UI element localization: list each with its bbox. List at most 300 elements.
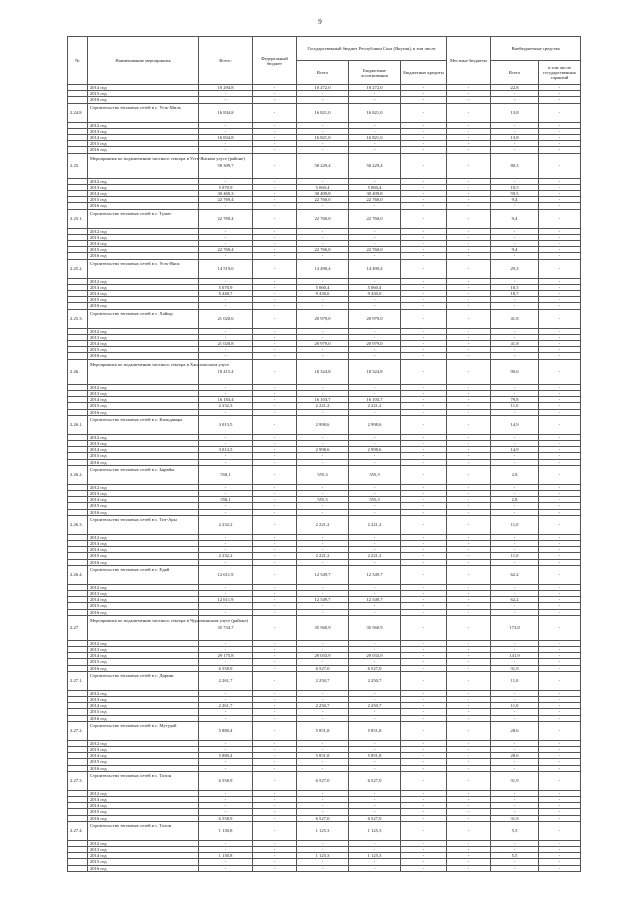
cell-extra-total: -: [491, 540, 539, 546]
cell-extra-total: -: [491, 509, 539, 515]
cell-federal: -: [253, 840, 297, 846]
cell-extra-state: -: [539, 447, 581, 453]
cell-state-total: -: [297, 584, 349, 590]
cell-state-total: -: [297, 128, 349, 134]
row-year: 2012 год: [88, 434, 199, 440]
cell-extra-state: -: [539, 153, 581, 178]
cell-total: -: [199, 696, 253, 702]
cell-extra-total: -: [491, 534, 539, 540]
cell-total: -: [199, 797, 253, 803]
cell-state-total: -: [297, 696, 349, 702]
cell-federal: -: [253, 597, 297, 603]
cell-local: -: [447, 465, 491, 484]
row-year: 2012 год: [88, 840, 199, 846]
cell-total: 6 558,9: [199, 815, 253, 821]
table-row-project: [68, 209, 581, 228]
cell-local: -: [447, 765, 491, 771]
cell-state-total: 22 760,0: [297, 209, 349, 228]
cell-federal: -: [253, 671, 297, 690]
cell-extra-state: -: [539, 228, 581, 234]
cell-total: -: [199, 865, 253, 871]
row-year: 2016 год: [88, 203, 199, 209]
cell-extra-state: -: [539, 291, 581, 297]
cell-local: -: [447, 403, 491, 409]
cell-local: -: [447, 840, 491, 846]
cell-federal: -: [253, 103, 297, 122]
cell-state-total: -: [297, 334, 349, 340]
cell-extra-state: -: [539, 209, 581, 228]
table-row-measure: [68, 359, 581, 384]
cell-state-total: 2 250,7: [297, 703, 349, 709]
cell-local: -: [447, 540, 491, 546]
cell-state-funds: 5 851,8: [349, 753, 401, 759]
cell-federal: -: [253, 790, 297, 796]
cell-state-total: -: [297, 241, 349, 247]
cell-extra-state: -: [539, 753, 581, 759]
cell-federal: -: [253, 547, 297, 553]
cell-total: 2 232,2: [199, 515, 253, 534]
cell-state-credits: -: [401, 597, 447, 603]
cell-total: 558,1: [199, 465, 253, 484]
cell-total: 12 611,9: [199, 565, 253, 584]
cell-federal: -: [253, 328, 297, 334]
cell-federal: -: [253, 228, 297, 234]
cell-total: 35 734,7: [199, 615, 253, 640]
cell-total: -: [199, 547, 253, 553]
cell-total: -: [199, 141, 253, 147]
cell-state-credits: -: [401, 347, 447, 353]
cell-local: -: [447, 397, 491, 403]
row-year: 2012 год: [88, 640, 199, 646]
row-year: 2012 год: [88, 584, 199, 590]
cell-extra-total: 41,8: [491, 309, 539, 328]
cell-extra-total: 80,3: [491, 153, 539, 178]
cell-state-total: -: [297, 809, 349, 815]
cell-state-total: 555,3: [297, 465, 349, 484]
cell-local: -: [447, 434, 491, 440]
row-code: 2.25.3.: [68, 309, 88, 328]
cell-state-credits: -: [401, 409, 447, 415]
cell-extra-state: -: [539, 415, 581, 434]
cell-total: -: [199, 765, 253, 771]
cell-local: -: [447, 759, 491, 765]
cell-state-funds: 2 221,2: [349, 403, 401, 409]
row-name: Строительство тепловых сетей в с. Усть-Миль: [88, 103, 199, 122]
cell-state-funds: -: [349, 203, 401, 209]
cell-extra-total: -: [491, 178, 539, 184]
cell-state-credits: -: [401, 453, 447, 459]
cell-total: 14 519,6: [199, 259, 253, 278]
cell-local: -: [447, 309, 491, 328]
cell-extra-state: -: [539, 141, 581, 147]
cell-extra-state: -: [539, 259, 581, 278]
cell-federal: -: [253, 278, 297, 284]
cell-total: -: [199, 147, 253, 153]
cell-local: -: [447, 91, 491, 97]
cell-extra-total: -: [491, 409, 539, 415]
cell-federal: -: [253, 847, 297, 853]
cell-state-total: -: [297, 434, 349, 440]
cell-state-funds: -: [349, 540, 401, 546]
cell-federal: -: [253, 403, 297, 409]
cell-state-funds: 2 250,7: [349, 671, 401, 690]
cell-state-total: -: [297, 534, 349, 540]
cell-local: -: [447, 334, 491, 340]
cell-extra-state: -: [539, 103, 581, 122]
cell-extra-total: -: [491, 490, 539, 496]
cell-state-funds: -: [349, 303, 401, 309]
cell-local: -: [447, 247, 491, 253]
cell-federal: -: [253, 646, 297, 652]
cell-total: 16 183,4: [199, 397, 253, 403]
cell-state-credits: -: [401, 128, 447, 134]
row-code: 2.27.2.: [68, 721, 88, 740]
cell-extra-state: -: [539, 815, 581, 821]
cell-federal: -: [253, 821, 297, 840]
row-year: 2014 год: [88, 497, 199, 503]
cell-total: -: [199, 503, 253, 509]
row-code: 2.26.4.: [68, 565, 88, 584]
cell-extra-total: -: [491, 347, 539, 353]
cell-state-total: 20 979,0: [297, 341, 349, 347]
cell-federal: -: [253, 191, 297, 197]
cell-federal: -: [253, 759, 297, 765]
cell-state-total: 12 549,7: [297, 565, 349, 584]
cell-extra-total: -: [491, 434, 539, 440]
cell-extra-state: -: [539, 490, 581, 496]
cell-total: -: [199, 228, 253, 234]
cell-state-total: 16 821,0: [297, 135, 349, 141]
row-year: 2013 год: [88, 540, 199, 546]
cell-state-funds: 1 125,3: [349, 821, 401, 840]
cell-federal: -: [253, 509, 297, 515]
cell-extra-total: -: [491, 740, 539, 746]
cell-state-funds: -: [349, 353, 401, 359]
cell-federal: -: [253, 771, 297, 790]
cell-extra-state: -: [539, 615, 581, 640]
cell-state-funds: -: [349, 659, 401, 665]
cell-federal: -: [253, 440, 297, 446]
cell-extra-total: -: [491, 128, 539, 134]
row-year: 2016 год: [88, 765, 199, 771]
cell-total: 5 880,4: [199, 753, 253, 759]
row-name: Строительство тепловых сетей в с. Хайыр: [88, 309, 199, 328]
cell-total: 2 232,2: [199, 553, 253, 559]
cell-state-credits: -: [401, 759, 447, 765]
cell-extra-total: 18,7: [491, 291, 539, 297]
row-name: Строительство тепловых сетей в с. Усть-Янск: [88, 259, 199, 278]
cell-extra-state: -: [539, 765, 581, 771]
cell-state-funds: 16 821,0: [349, 135, 401, 141]
cell-local: -: [447, 747, 491, 753]
cell-extra-state: -: [539, 603, 581, 609]
cell-extra-state: -: [539, 821, 581, 840]
cell-state-funds: -: [349, 747, 401, 753]
row-year: 2014 год: [88, 85, 199, 91]
cell-state-total: -: [297, 203, 349, 209]
cell-state-funds: -: [349, 646, 401, 652]
cell-extra-total: 5,5: [491, 853, 539, 859]
cell-local: -: [447, 209, 491, 228]
row-year: 2013 год: [88, 490, 199, 496]
cell-extra-total: -: [491, 790, 539, 796]
cell-state-funds: 555,3: [349, 465, 401, 484]
cell-state-funds: -: [349, 559, 401, 565]
cell-extra-state: -: [539, 409, 581, 415]
cell-local: -: [447, 865, 491, 871]
cell-state-total: -: [297, 603, 349, 609]
cell-total: -: [199, 803, 253, 809]
row-year: 2013 год: [88, 440, 199, 446]
cell-state-credits: -: [401, 565, 447, 584]
cell-total: -: [199, 253, 253, 259]
table-row-project: [68, 721, 581, 740]
cell-state-funds: 2 998,6: [349, 447, 401, 453]
cell-extra-total: -: [491, 390, 539, 396]
cell-state-total: -: [297, 790, 349, 796]
cell-state-funds: -: [349, 241, 401, 247]
cell-state-funds: -: [349, 847, 401, 853]
row-code: 2.25.1.: [68, 209, 88, 228]
cell-state-funds: -: [349, 603, 401, 609]
cell-extra-total: 11,0: [491, 553, 539, 559]
cell-local: -: [447, 809, 491, 815]
cell-federal: -: [253, 309, 297, 328]
cell-state-credits: -: [401, 241, 447, 247]
cell-state-credits: -: [401, 671, 447, 690]
cell-federal: -: [253, 640, 297, 646]
cell-local: -: [447, 847, 491, 853]
cell-total: 29 175,8: [199, 653, 253, 659]
cell-state-funds: 20 979,0: [349, 309, 401, 328]
cell-extra-total: 173,8: [491, 615, 539, 640]
row-year: 2016 год: [88, 409, 199, 415]
cell-state-total: 16 821,0: [297, 103, 349, 122]
cell-federal: -: [253, 203, 297, 209]
row-year: 2015 год: [88, 403, 199, 409]
cell-state-funds: 20 979,0: [349, 341, 401, 347]
row-year: 2016 год: [88, 715, 199, 721]
cell-state-credits: -: [401, 847, 447, 853]
cell-federal: -: [253, 503, 297, 509]
cell-state-credits: -: [401, 503, 447, 509]
cell-extra-state: -: [539, 403, 581, 409]
cell-local: -: [447, 85, 491, 91]
cell-total: -: [199, 278, 253, 284]
cell-federal: -: [253, 184, 297, 190]
cell-extra-state: -: [539, 147, 581, 153]
cell-extra-state: -: [539, 803, 581, 809]
cell-extra-state: -: [539, 859, 581, 865]
cell-state-total: 12 549,7: [297, 597, 349, 603]
cell-local: -: [447, 297, 491, 303]
cell-extra-state: -: [539, 247, 581, 253]
cell-state-credits: -: [401, 291, 447, 297]
table-row-project: [68, 671, 581, 690]
cell-state-funds: -: [349, 128, 401, 134]
cell-state-total: 29 033,9: [297, 653, 349, 659]
cell-extra-state: -: [539, 590, 581, 596]
row-year: 2016 год: [88, 665, 199, 671]
cell-extra-total: -: [491, 91, 539, 97]
cell-local: -: [447, 284, 491, 290]
cell-state-total: -: [297, 865, 349, 871]
cell-state-credits: -: [401, 721, 447, 740]
row-year: 2013 год: [88, 284, 199, 290]
cell-local: -: [447, 103, 491, 122]
header-no: №: [68, 37, 88, 85]
cell-state-credits: -: [401, 253, 447, 259]
cell-state-funds: 18 324,8: [349, 359, 401, 384]
cell-total: 12 611,9: [199, 597, 253, 603]
cell-state-total: 5 060,4: [297, 184, 349, 190]
cell-extra-state: -: [539, 809, 581, 815]
cell-state-credits: -: [401, 341, 447, 347]
cell-federal: -: [253, 334, 297, 340]
cell-federal: -: [253, 153, 297, 178]
cell-total: -: [199, 490, 253, 496]
cell-extra-state: -: [539, 459, 581, 465]
row-year: 2014 год: [88, 753, 199, 759]
cell-federal: -: [253, 353, 297, 359]
cell-extra-total: 31,9: [491, 815, 539, 821]
cell-state-funds: 5 060,4: [349, 284, 401, 290]
row-year: 2014 год: [88, 397, 199, 403]
cell-state-funds: -: [349, 759, 401, 765]
cell-state-credits: -: [401, 178, 447, 184]
cell-local: -: [447, 590, 491, 596]
cell-state-funds: -: [349, 97, 401, 103]
cell-state-funds: -: [349, 865, 401, 871]
cell-extra-total: -: [491, 715, 539, 721]
cell-state-credits: -: [401, 247, 447, 253]
cell-local: -: [447, 497, 491, 503]
cell-state-funds: -: [349, 409, 401, 415]
cell-total: -: [199, 709, 253, 715]
cell-extra-total: -: [491, 547, 539, 553]
cell-state-credits: -: [401, 709, 447, 715]
cell-local: -: [447, 534, 491, 540]
cell-federal: -: [253, 178, 297, 184]
cell-extra-state: -: [539, 434, 581, 440]
cell-local: -: [447, 659, 491, 665]
cell-local: -: [447, 615, 491, 640]
cell-federal: -: [253, 397, 297, 403]
row-year: 2015 год: [88, 709, 199, 715]
cell-extra-total: 11,0: [491, 515, 539, 534]
cell-total: -: [199, 128, 253, 134]
cell-state-total: 22 760,0: [297, 247, 349, 253]
cell-federal: -: [253, 709, 297, 715]
row-year: 2015 год: [88, 809, 199, 815]
cell-total: 58 309,7: [199, 153, 253, 178]
row-year: 2013 год: [88, 797, 199, 803]
cell-extra-state: -: [539, 547, 581, 553]
cell-total: -: [199, 646, 253, 652]
row-year: 2012 год: [88, 122, 199, 128]
cell-state-total: -: [297, 97, 349, 103]
cell-extra-state: -: [539, 559, 581, 565]
cell-state-credits: -: [401, 191, 447, 197]
row-year: 2014 год: [88, 597, 199, 603]
cell-local: -: [447, 353, 491, 359]
cell-extra-state: -: [539, 347, 581, 353]
cell-extra-state: -: [539, 85, 581, 91]
row-name: Мероприятия по подключению частного сектора в Чурапчинском улусе (районе): [88, 615, 199, 640]
row-year: 2012 год: [88, 384, 199, 390]
cell-local: -: [447, 696, 491, 702]
header-federal: Федеральный бюджет: [253, 37, 297, 85]
cell-state-funds: -: [349, 453, 401, 459]
cell-state-total: -: [297, 590, 349, 596]
cell-state-credits: -: [401, 553, 447, 559]
row-year: 2012 год: [88, 740, 199, 746]
cell-extra-state: -: [539, 297, 581, 303]
cell-federal: -: [253, 122, 297, 128]
cell-local: -: [447, 797, 491, 803]
row-year: 2012 год: [88, 534, 199, 540]
cell-total: 3 013,5: [199, 447, 253, 453]
cell-extra-state: -: [539, 284, 581, 290]
cell-local: -: [447, 640, 491, 646]
cell-total: -: [199, 609, 253, 615]
cell-extra-total: -: [491, 228, 539, 234]
cell-extra-state: -: [539, 253, 581, 259]
row-year: 2015 год: [88, 91, 199, 97]
cell-state-funds: 22 760,0: [349, 247, 401, 253]
cell-state-funds: 555,3: [349, 497, 401, 503]
cell-extra-state: -: [539, 715, 581, 721]
cell-extra-state: -: [539, 503, 581, 509]
cell-extra-total: -: [491, 328, 539, 334]
cell-local: -: [447, 259, 491, 278]
cell-local: -: [447, 490, 491, 496]
cell-local: -: [447, 709, 491, 715]
cell-total: 5 070,9: [199, 284, 253, 290]
cell-extra-state: -: [539, 696, 581, 702]
cell-federal: -: [253, 859, 297, 865]
cell-extra-total: 28,6: [491, 753, 539, 759]
cell-total: -: [199, 640, 253, 646]
row-year: 2015 год: [88, 659, 199, 665]
cell-state-funds: -: [349, 228, 401, 234]
cell-state-funds: 22 760,0: [349, 197, 401, 203]
cell-total: 22 769,4: [199, 247, 253, 253]
cell-extra-total: -: [491, 234, 539, 240]
cell-extra-state: -: [539, 465, 581, 484]
cell-state-funds: -: [349, 790, 401, 796]
cell-state-credits: -: [401, 696, 447, 702]
cell-state-credits: -: [401, 141, 447, 147]
cell-federal: -: [253, 747, 297, 753]
cell-extra-total: -: [491, 847, 539, 853]
cell-state-total: 14 490,4: [297, 259, 349, 278]
cell-state-credits: -: [401, 359, 447, 384]
cell-state-credits: -: [401, 753, 447, 759]
cell-state-total: -: [297, 547, 349, 553]
cell-local: -: [447, 565, 491, 584]
table-row-project: [68, 821, 581, 840]
cell-total: -: [199, 809, 253, 815]
cell-extra-state: -: [539, 553, 581, 559]
cell-federal: -: [253, 665, 297, 671]
cell-total: 5 880,4: [199, 721, 253, 740]
cell-total: -: [199, 122, 253, 128]
cell-state-funds: -: [349, 690, 401, 696]
cell-state-funds: -: [349, 347, 401, 353]
cell-extra-total: -: [491, 859, 539, 865]
cell-state-funds: -: [349, 328, 401, 334]
